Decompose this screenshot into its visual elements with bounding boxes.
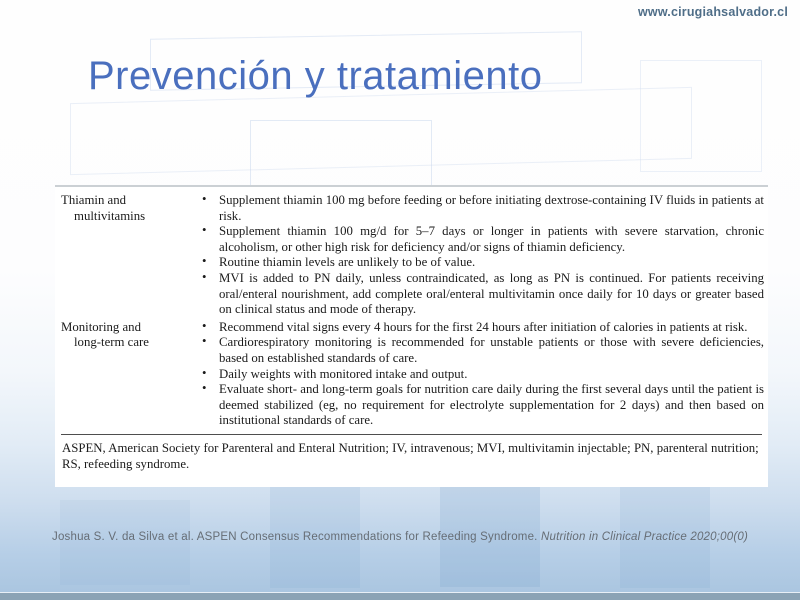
list-item <box>197 193 764 224</box>
citation <box>0 531 800 543</box>
list-item <box>197 335 764 366</box>
row-label-line: Thiamin and <box>61 193 127 207</box>
list-item <box>197 224 764 255</box>
bullet-text: Evaluate short- and long-term goals for nutrition care daily during the first several days until the patient is deemed stabilized (eg, no requirement for electrolyte supplementation for 2 days) and then based on institutional standards of care. <box>219 382 764 428</box>
list-item <box>197 382 764 429</box>
bottom-accent-band <box>0 592 800 600</box>
bullet-text: Supplement thiamin 100 mg before feeding or before initiating dextrose-containing IV fluids in patients at risk. <box>219 193 764 223</box>
list-item <box>197 271 764 318</box>
table-row <box>61 320 764 429</box>
list-item <box>197 320 764 336</box>
row-label-monitoring <box>61 320 187 351</box>
row-label-line: multivitamins <box>74 208 146 223</box>
citation-journal: Nutrition in Clinical Practice 2020;00(0) <box>540 531 748 543</box>
bullet-list <box>187 193 764 318</box>
background-sketch <box>640 60 762 172</box>
row-label-line: long-term care <box>74 335 149 350</box>
citation-text: Joshua S. V. da Silva et al. ASPEN Consensus Recommendations for Refeeding Syndrome. <box>52 531 541 543</box>
table-row <box>61 193 764 318</box>
list-item <box>197 255 764 271</box>
row-label-thiamin <box>61 193 187 224</box>
page-title: Prevención y tratamiento <box>88 54 543 98</box>
bullet-text: MVI is added to PN daily, unless contraindicated, as long as PN is continued. For patients receiving oral/enteral nourishment, add complete oral/enteral multivitamin once daily for 10 days or greater based on clinical status and mode of therapy. <box>219 270 764 317</box>
bullet-text: Routine thiamin levels are unlikely to be of value. <box>219 255 476 270</box>
bullet-text: Cardiorespiratory monitoring is recommended for unstable patients or those with severe deficiencies, based on established standards of care. <box>219 335 764 365</box>
footnote-divider <box>61 434 762 435</box>
bullet-text: Supplement thiamin 100 mg/d for 5–7 days or longer in patients with severe starvation, chronic alcoholism, or other high risk for deficiency and/or signs of thiamin deficiency. <box>219 224 764 254</box>
list-item <box>197 367 764 383</box>
table-figure <box>55 185 768 487</box>
row-label-line: Monitoring and <box>61 319 141 334</box>
bullet-text: Daily weights with monitored intake and output. <box>219 366 468 381</box>
table-footnote: ASPEN, American Society for Parenteral and Enteral Nutrition; IV, intravenous; MVI, multivitamin injectable; PN, parenteral nutrition; RS, refeeding syndrome. <box>62 440 759 471</box>
bullet-list <box>187 320 764 429</box>
background-sketch <box>70 87 692 175</box>
background-sketch <box>250 120 432 192</box>
bullet-text: Recommend vital signs every 4 hours for the first 24 hours after initiation of calories in patients at risk. <box>219 319 748 334</box>
site-url: www.cirugiahsalvador.cl <box>637 5 788 19</box>
